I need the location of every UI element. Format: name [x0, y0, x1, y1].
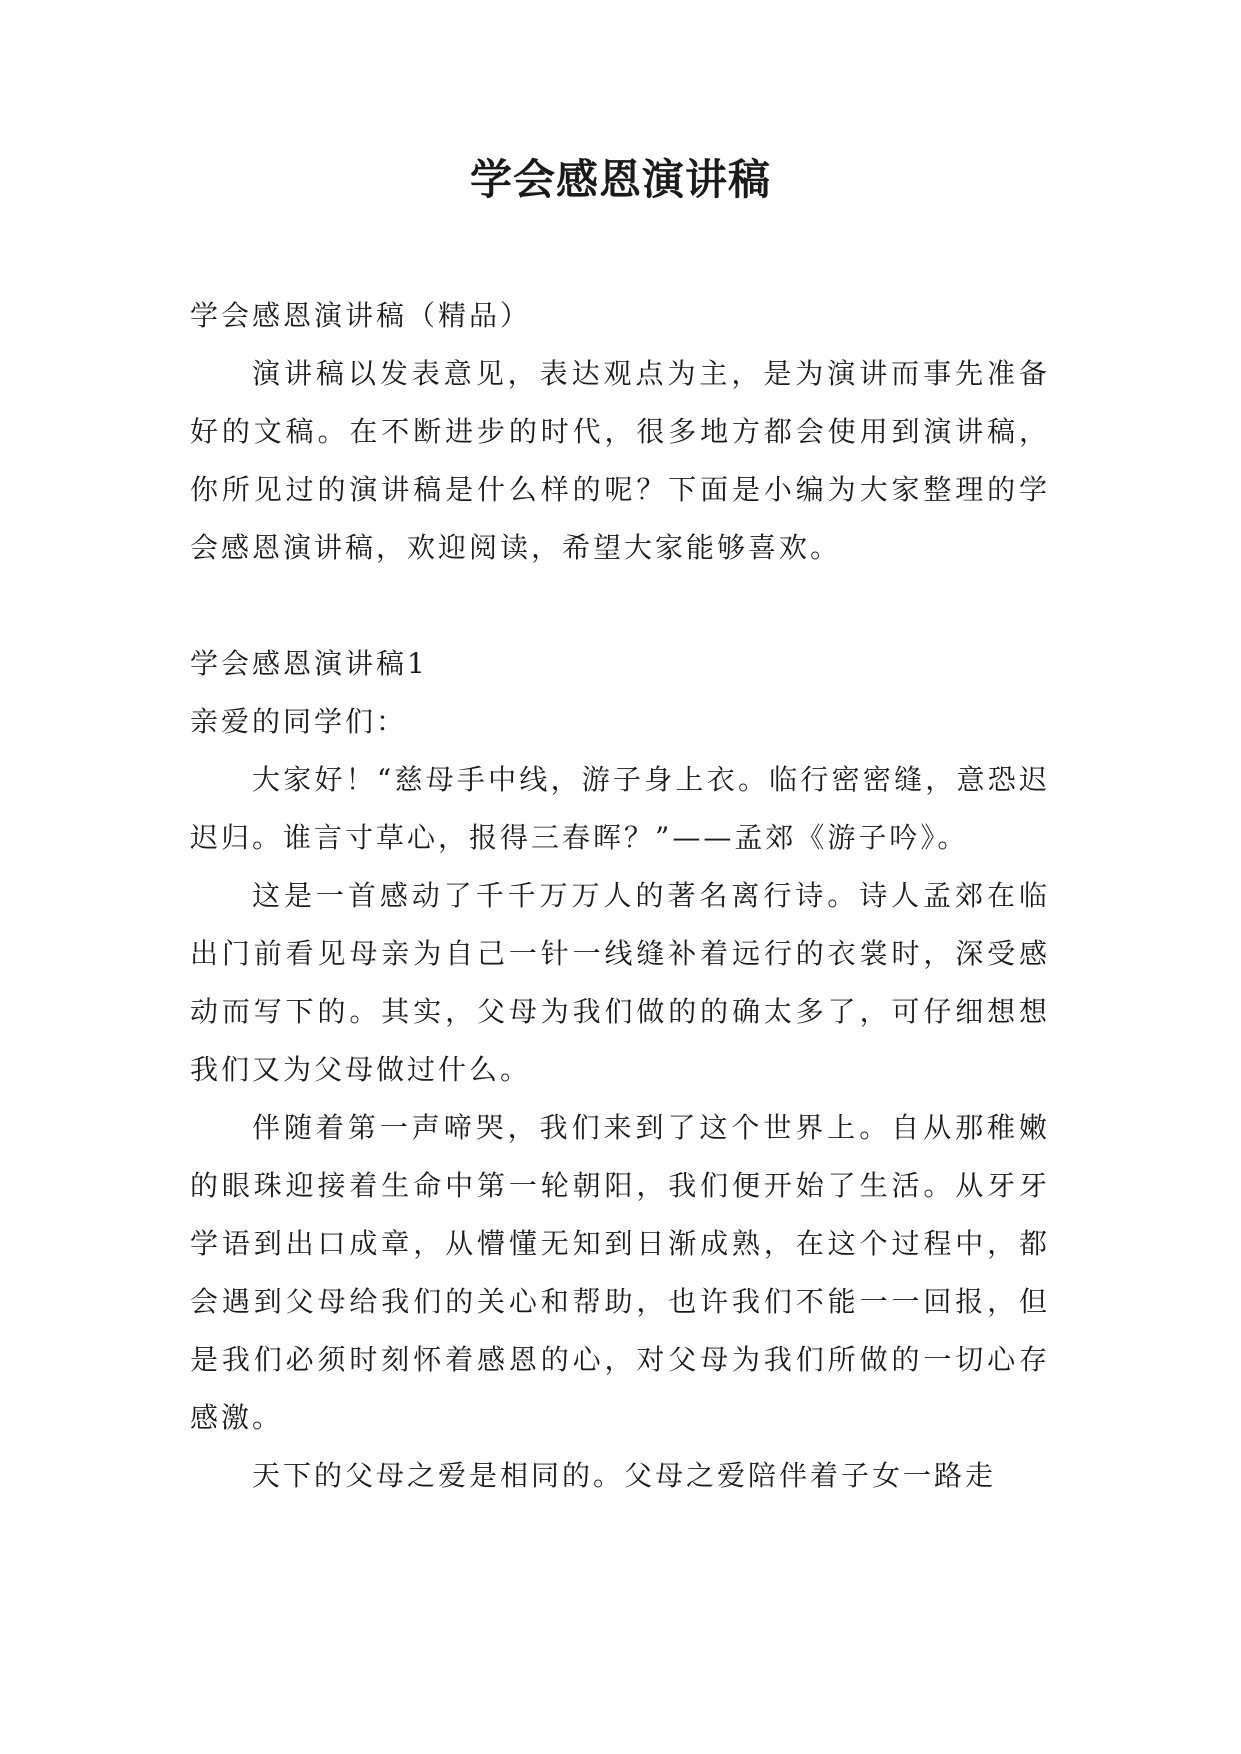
body-paragraph-3: 伴随着第一声啼哭，我们来到了这个世界上。自从那稚嫩的眼珠迎接着生命中第一轮朝阳，我们便开始了生活。从牙牙学语到出口成章，从懵懂无知到日渐成熟，在这个过程中，都会遇到父母给我们的关心和帮助，也许我们不能一一回报，但是我们必须时刻怀着感恩的心，对父母为我们所做的一切心存感激。: [190, 1111, 1050, 1434]
section-heading: 学会感恩演讲稿1: [190, 647, 428, 680]
document-subtitle: 学会感恩演讲稿（精品）: [190, 299, 532, 332]
salutation: 亲爱的同学们：: [190, 705, 408, 738]
body-paragraph-1: 大家好！“慈母手中线，游子身上衣。临行密密缝，意恐迟迟归。谁言寸草心，报得三春晖？”——孟郊《游子吟》。: [190, 763, 1050, 854]
document-title: 学会感恩演讲稿: [469, 155, 771, 204]
document-body: [190, 287, 1050, 1505]
body-paragraph-4: 天下的父母之爱是相同的。父母之爱陪伴着子女一路走: [252, 1459, 997, 1492]
body-paragraph-2: 这是一首感动了千千万万人的著名离行诗。诗人孟郊在临出门前看见母亲为自己一针一线缝补着远行的衣裳时，深受感动而写下的。其实，父母为我们做的的确太多了，可仔细想想我们又为父母做过什么。: [190, 879, 1050, 1086]
intro-paragraph: 演讲稿以发表意见，表达观点为主，是为演讲而事先准备好的文稿。在不断进步的时代，很多地方都会使用到演讲稿，你所见过的演讲稿是什么样的呢？下面是小编为大家整理的学会感恩演讲稿，欢迎阅读，希望大家能够喜欢。: [190, 357, 1050, 564]
paragraph-gap: [190, 577, 1050, 635]
